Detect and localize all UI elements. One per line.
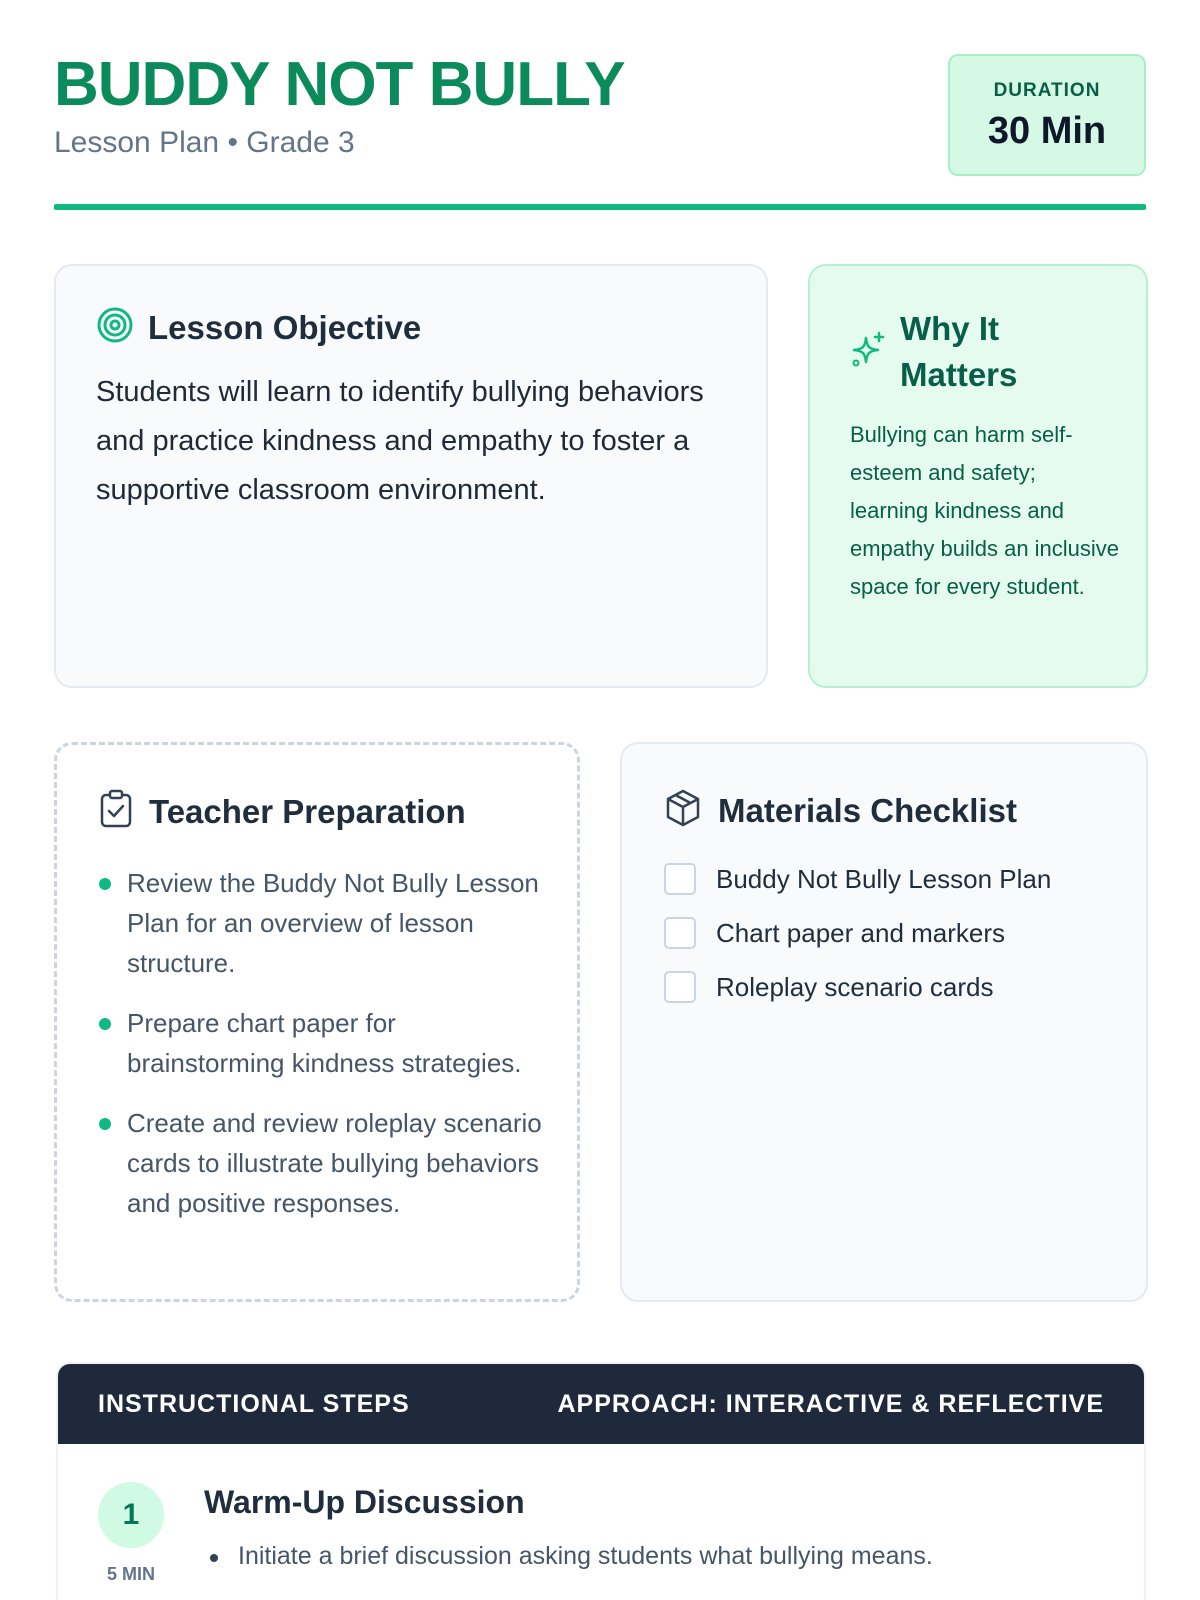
why-it-matters-text: Bullying can harm self-esteem and safety; learning kindness and empathy builds an inclusive space for every student. bbox=[850, 422, 1120, 599]
page-header bbox=[54, 40, 1146, 210]
bullet-dot bbox=[99, 878, 111, 890]
material-checkbox[interactable] bbox=[664, 917, 696, 949]
materials-checklist-card bbox=[620, 742, 1148, 1302]
material-item[interactable] bbox=[664, 970, 1051, 1004]
sparkles-icon bbox=[850, 330, 886, 375]
duration-badge bbox=[948, 54, 1146, 176]
why-it-matters-card bbox=[808, 264, 1148, 688]
step-number-badge: 1 bbox=[98, 1482, 164, 1548]
teacher-preparation-card bbox=[54, 742, 580, 1302]
header-divider bbox=[54, 204, 1146, 210]
step-bullet bbox=[208, 1542, 933, 1571]
materials-checklist-title: Materials Checklist bbox=[718, 791, 1017, 829]
lesson-objective-header bbox=[96, 306, 421, 349]
lesson-objective-card bbox=[54, 264, 768, 688]
duration-label: DURATION bbox=[993, 80, 1101, 101]
preparation-item-text: Prepare chart paper for brainstorming kindness strategies. bbox=[127, 1008, 522, 1078]
instructional-steps-section bbox=[56, 1362, 1146, 1600]
duration-value: 30 Min bbox=[987, 110, 1107, 152]
step-bullet-text: Initiate a brief discussion asking students what bullying means. bbox=[238, 1542, 933, 1570]
clipboard-check-icon bbox=[99, 789, 133, 834]
why-it-matters-header bbox=[850, 306, 1100, 398]
package-icon bbox=[664, 788, 702, 833]
preparation-item bbox=[99, 863, 549, 983]
preparation-list bbox=[99, 863, 549, 1243]
preparation-item-text: Create and review roleplay scenario cards to illustrate bullying behaviors and positive responses. bbox=[127, 1108, 542, 1218]
material-item-label: Buddy Not Bully Lesson Plan bbox=[716, 863, 1052, 894]
bullet-dot bbox=[99, 1018, 111, 1030]
material-item-label: Roleplay scenario cards bbox=[716, 971, 994, 1002]
preparation-item bbox=[99, 1003, 549, 1083]
bullet-dot bbox=[99, 1118, 111, 1130]
instructional-steps-header bbox=[58, 1364, 1144, 1444]
lesson-objective-title: Lesson Objective bbox=[148, 308, 422, 346]
preparation-item bbox=[99, 1103, 549, 1223]
target-icon bbox=[96, 306, 134, 349]
materials-checklist-header bbox=[664, 788, 1017, 833]
page-subtitle: Lesson Plan • Grade 3 bbox=[54, 126, 355, 159]
why-it-matters-title: Why It Matters bbox=[900, 310, 1018, 393]
page-title: BUDDY NOT BULLY bbox=[54, 50, 625, 119]
approach-label: APPROACH: INTERACTIVE & REFLECTIVE bbox=[557, 1390, 1104, 1418]
material-item-label: Chart paper and markers bbox=[716, 917, 1006, 948]
step-duration: 5 MIN bbox=[106, 1564, 155, 1584]
material-checkbox[interactable] bbox=[664, 971, 696, 1003]
teacher-preparation-header bbox=[99, 789, 466, 834]
materials-list bbox=[664, 862, 1051, 1024]
instructional-steps-title: INSTRUCTIONAL STEPS bbox=[98, 1390, 410, 1418]
teacher-preparation-title: Teacher Preparation bbox=[149, 792, 466, 830]
lesson-objective-text: Students will learn to identify bullying behaviors and practice kindness and empathy to foster a supportive classroom environment. bbox=[96, 376, 704, 506]
step-bullet-list bbox=[208, 1542, 933, 1571]
bullet-dot bbox=[210, 1554, 218, 1562]
preparation-item-text: Review the Buddy Not Bully Lesson Plan for an overview of lesson structure. bbox=[127, 868, 539, 978]
material-item[interactable] bbox=[664, 862, 1051, 896]
step-title: Warm-Up Discussion bbox=[204, 1484, 525, 1520]
material-item[interactable] bbox=[664, 916, 1051, 950]
material-checkbox[interactable] bbox=[664, 863, 696, 895]
